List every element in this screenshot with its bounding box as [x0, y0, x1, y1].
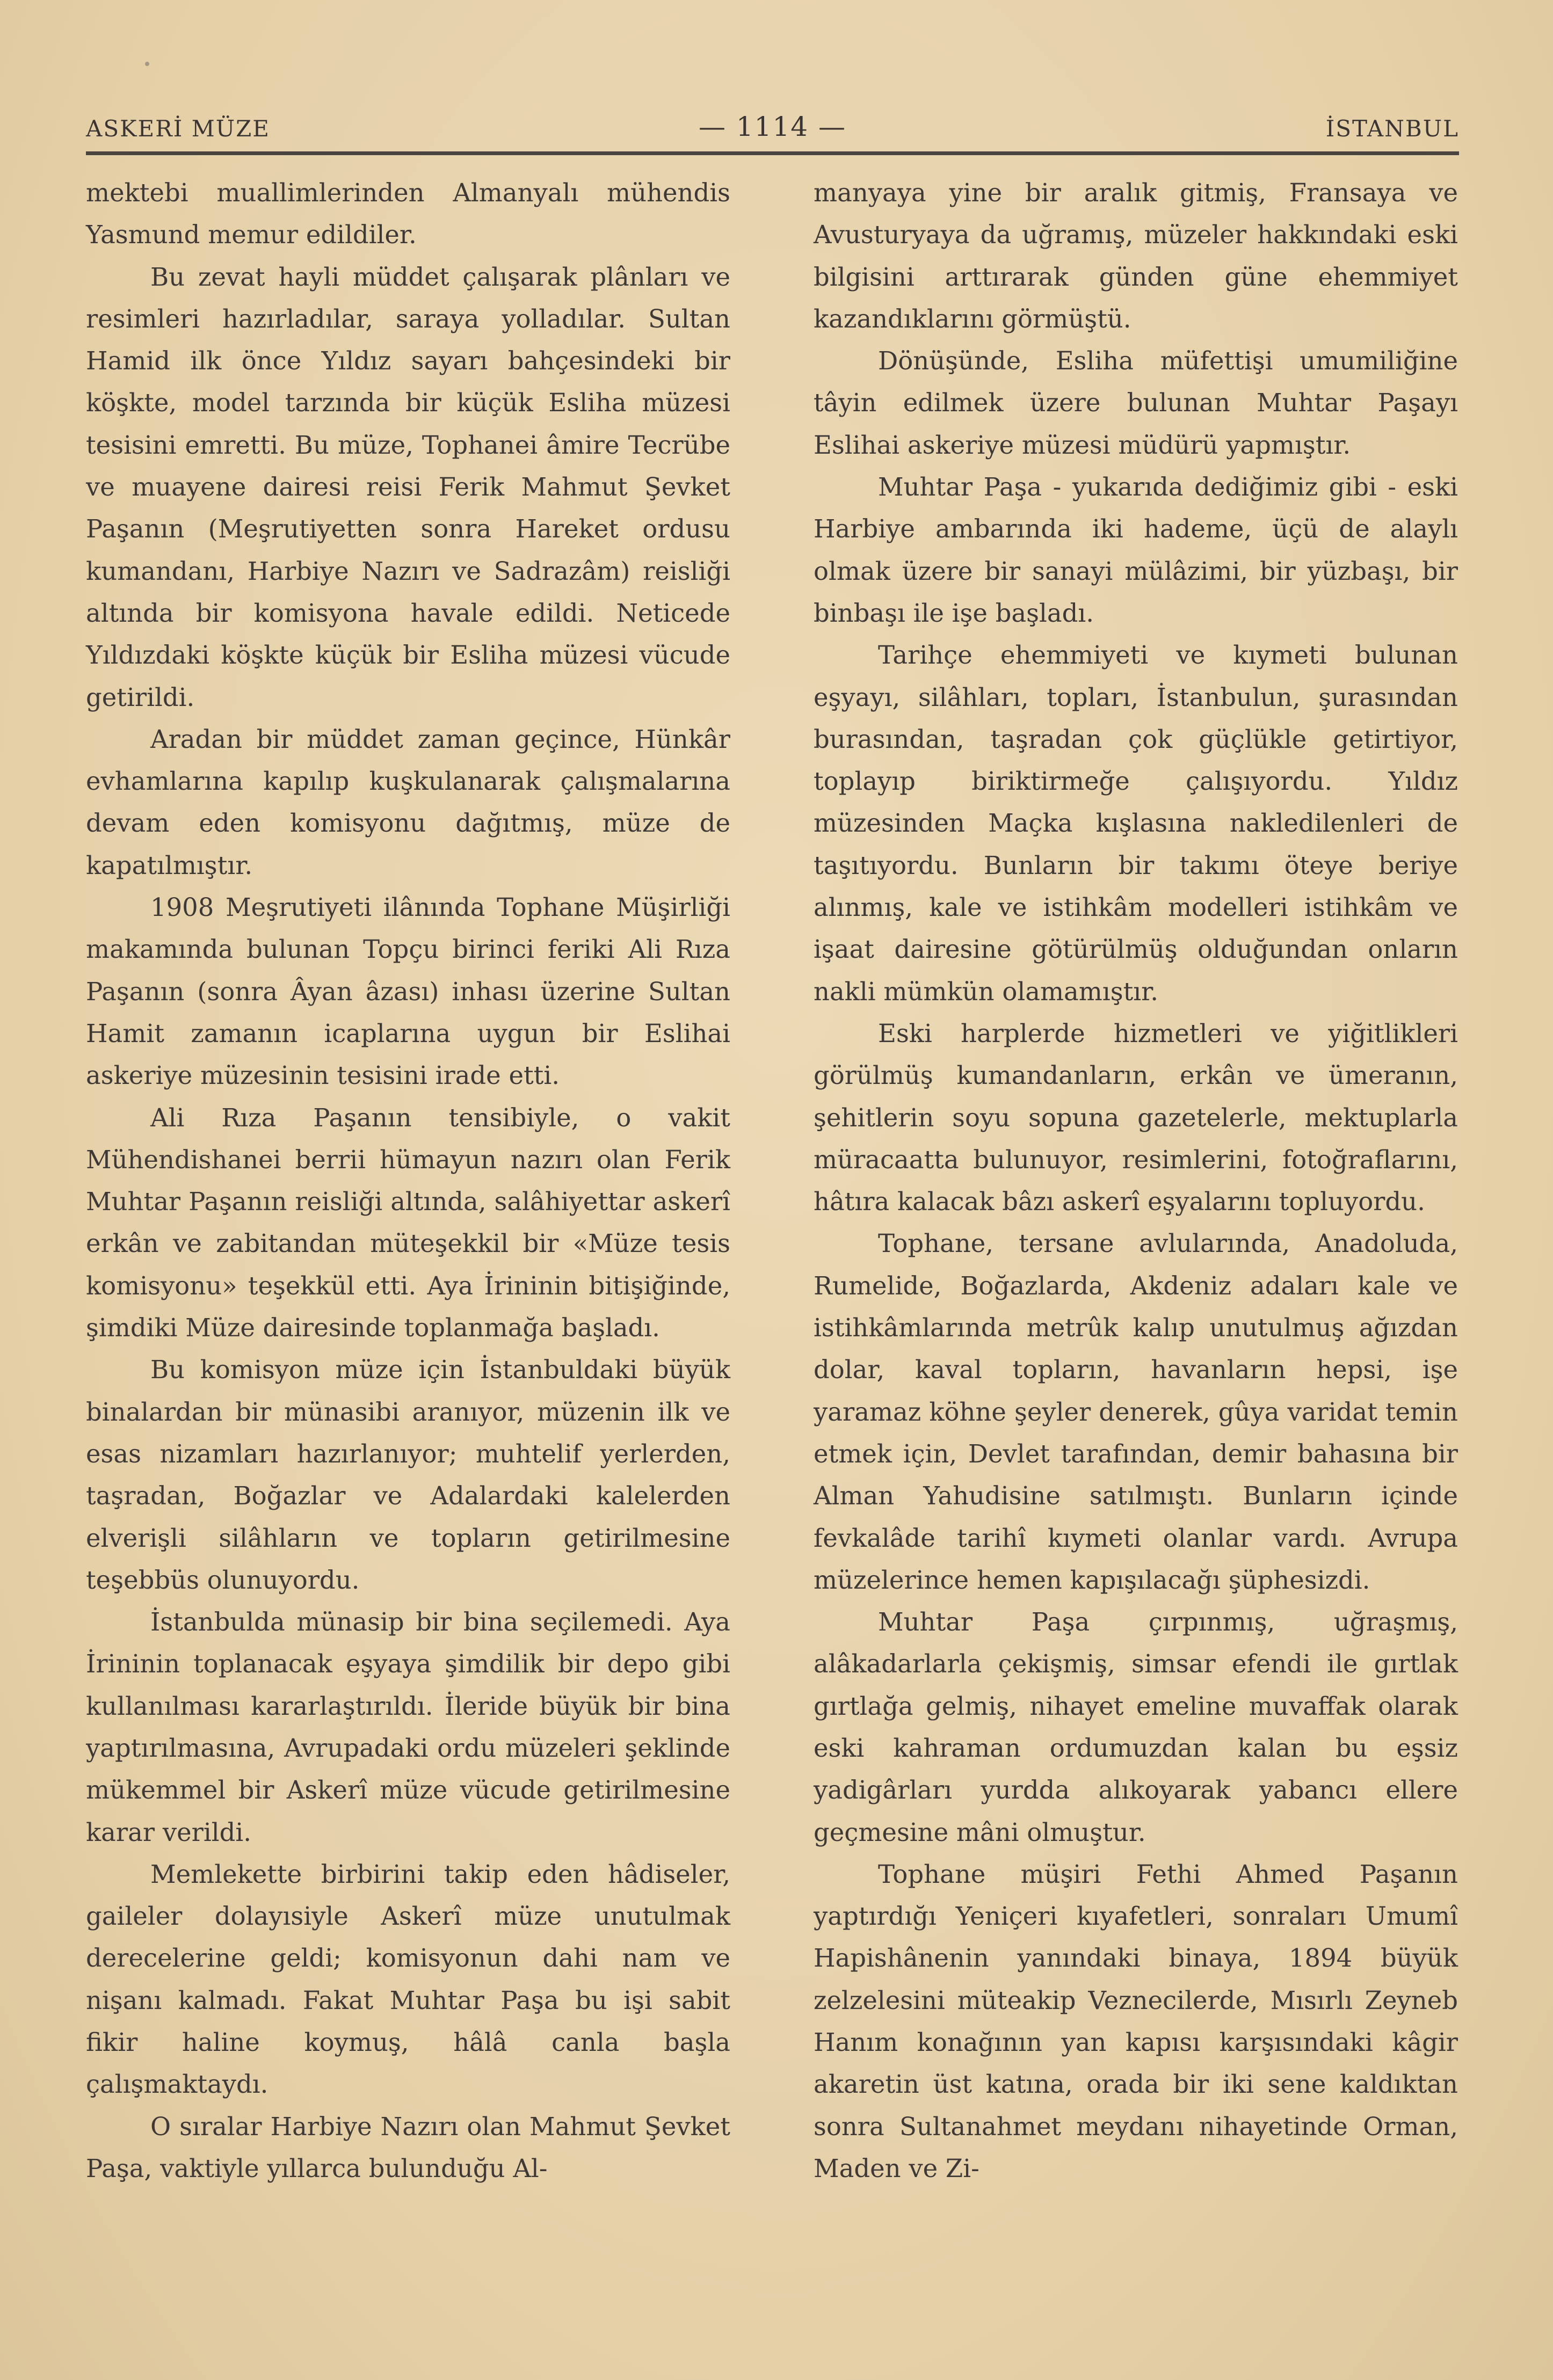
ink-spot [145, 62, 149, 66]
paragraph: Bu zevat hayli müddet çalışarak plânları ve resimleri hazırladılar, saraya yolladılar. Sultan Hamid ilk önce Yıldız sayarı bahçesindeki bir köşkte, model tarzında bir küçük Esliha müzesi tesisini emretti. Bu müze, Tophanei âmire Tecrübe ve muayene dairesi reisi Ferik Mahmut Şevket Paşanın (Meşrutiyetten sonra Hareket ordusu kumandanı, Harbiye Nazırı ve Sadrazâm) reisliği altında bir komisyona havale edildi. Neticede Yıldızdaki köşkte küçük bir Esliha müzesi vücude getirildi. [86, 262, 730, 712]
left-column [86, 172, 730, 2189]
running-header [86, 105, 1459, 148]
paragraph: Memlekette birbirini takip eden hâdiseler, gaileler dolayısiyle Askerî müze unutulmak derecelerine geldi; komisyonun dahi nam ve nişanı kalmadı. Fakat Muhtar Paşa bu işi sabit fikir haline koymuş, hâlâ canla başla çalışmaktaydı. [86, 1859, 730, 2099]
paragraph: Tophane, tersane avlularında, Anadoluda, Rumelide, Boğazlarda, Akdeniz adaları kale ve istihkâmlarında metrûk kalıp unutulmuş ağızdan dolar, kaval topların, havanların hepsi, işe yaramaz köhne şeyler denerek, gûya varidat temin etmek için, Devlet tarafından, demir bahasına bir Alman Yahudisine satılmıştı. Bunların içinde fevkalâde tarihî kıymeti olanlar vardı. Avrupa müzelerince hemen kapışılacağı şüphesizdi. [814, 1229, 1458, 1595]
paragraph: Eski harplerde hizmetleri ve yiğitlikleri görülmüş kumandanların, erkân ve ümeranın, şehitlerin soyu sopuna gazetelerle, mektuplarla müracaatta bulunuyor, resimlerini, fotoğraflarını, hâtıra kalacak bâzı askerî eşyalarını topluyordu. [814, 1018, 1458, 1217]
paragraph: Bu komisyon müze için İstanbuldaki büyük binalardan bir münasibi aranıyor, müzenin ilk ve esas nizamları hazırlanıyor; muhtelif yerlerden, taşradan, Boğazlar ve Adalardaki kalelerden elverişli silâhların ve topların getirilmesine teşebbüs olunuyordu. [86, 1355, 730, 1595]
header-city: İSTANBUL [1325, 115, 1459, 142]
right-column [814, 172, 1458, 2189]
paragraph: O sıralar Harbiye Nazırı olan Mahmut Şevket Paşa, vaktiyle yıllarca bulunduğu Al- [86, 2112, 730, 2183]
paragraph: İstanbulda münasip bir bina seçilemedi. Aya İrininin toplanacak eşyaya şimdilik bir depo gibi kullanılması kararlaştırıldı. İleride büyük bir bina yaptırılmasına, Avrupadaki ordu müzeleri şeklinde mükemmel bir Askerî müze vücude getirilmesine karar verildi. [86, 1607, 730, 1847]
paragraph: Muhtar Paşa - yukarıda dediğimiz gibi - eski Harbiye ambarında iki hademe, üçü de alaylı olmak üzere bir sanayi mülâzimi, bir yüzbaşı, bir binbaşı ile işe başladı. [814, 472, 1458, 628]
paragraph: Tophane müşiri Fethi Ahmed Paşanın yaptırdığı Yeniçeri kıyafetleri, sonraları Umumî Hapishânenin yanındaki binaya, 1894 büyük zelzelesini müteakip Veznecilerde, Mısırlı Zeyneb Hanım konağının yan kapısı karşısındaki kâgir akaretin üst katına, orada bir iki sene kaldıktan sonra Sultanahmet meydanı nihayetinde Orman, Maden ve Zi- [814, 1859, 1458, 2183]
paragraph: Aradan bir müddet zaman geçince, Hünkâr evhamlarına kapılıp kuşkulanarak çalışmalarına devam eden komisyonu dağıtmış, müze de kapatılmıştır. [86, 724, 730, 880]
paragraph: mektebi muallimlerinden Almanyalı mühendis Yasmund memur edildiler. [86, 178, 730, 250]
paragraph: Ali Rıza Paşanın tensibiyle, o vakit Mühendishanei berrii hümayun nazırı olan Ferik Muhtar Paşanın reisliği altında, salâhiyettar askerî erkân ve zabitandan müteşekkil bir «Müze tesis komisyonu» teşekkül etti. Aya İrininin bitişiğinde, şimdiki Müze dairesinde toplanmağa başladı. [86, 1103, 730, 1343]
paragraph: Dönüşünde, Esliha müfettişi umumiliğine tâyin edilmek üzere bulunan Muhtar Paşayı Eslihai askeriye müzesi müdürü yapmıştır. [814, 346, 1458, 460]
paragraph: Tarihçe ehemmiyeti ve kıymeti bulunan eşyayı, silâhları, topları, İstanbulun, şurasından burasından, taşradan çok güçlükle getirtiyor, toplayıp biriktirmeğe çalışıyordu. Yıldız müzesinden Maçka kışlasına nakledilenleri de taşıtıyordu. Bunların bir takımı öteye beriye alınmış, kale ve istihkâm modelleri istihkâm ve işaat dairesine götürülmüş olduğundan onların nakli mümkün olamamıştır. [814, 641, 1458, 1006]
header-rule [86, 151, 1459, 155]
header-page-number: — 1114 — [698, 111, 847, 142]
header-section-title: ASKERİ MÜZE [86, 115, 270, 142]
paragraph: 1908 Meşrutiyeti ilânında Tophane Müşirliği makamında bulunan Topçu birinci feriki Ali Rıza Paşanın (sonra Âyan âzası) inhası üzerine Sultan Hamit zamanın icaplarına uygun bir Eslihai askeriye müzesinin tesisini irade etti. [86, 893, 730, 1090]
paragraph: manyaya yine bir aralık gitmiş, Fransaya ve Avusturyaya da uğramış, müzeler hakkındaki eski bilgisini arttırarak günden güne ehemmiyet kazandıklarını görmüştü. [814, 178, 1458, 333]
paragraph: Muhtar Paşa çırpınmış, uğraşmış, alâkadarlarla çekişmiş, simsar efendi ile gırtlak gırtlağa gelmiş, nihayet emeline muvaffak olarak eski kahraman ordumuzdan kalan bu eşsiz yadigârları yurdda alıkoyarak yabancı ellere geçmesine mâni olmuştur. [814, 1607, 1458, 1847]
